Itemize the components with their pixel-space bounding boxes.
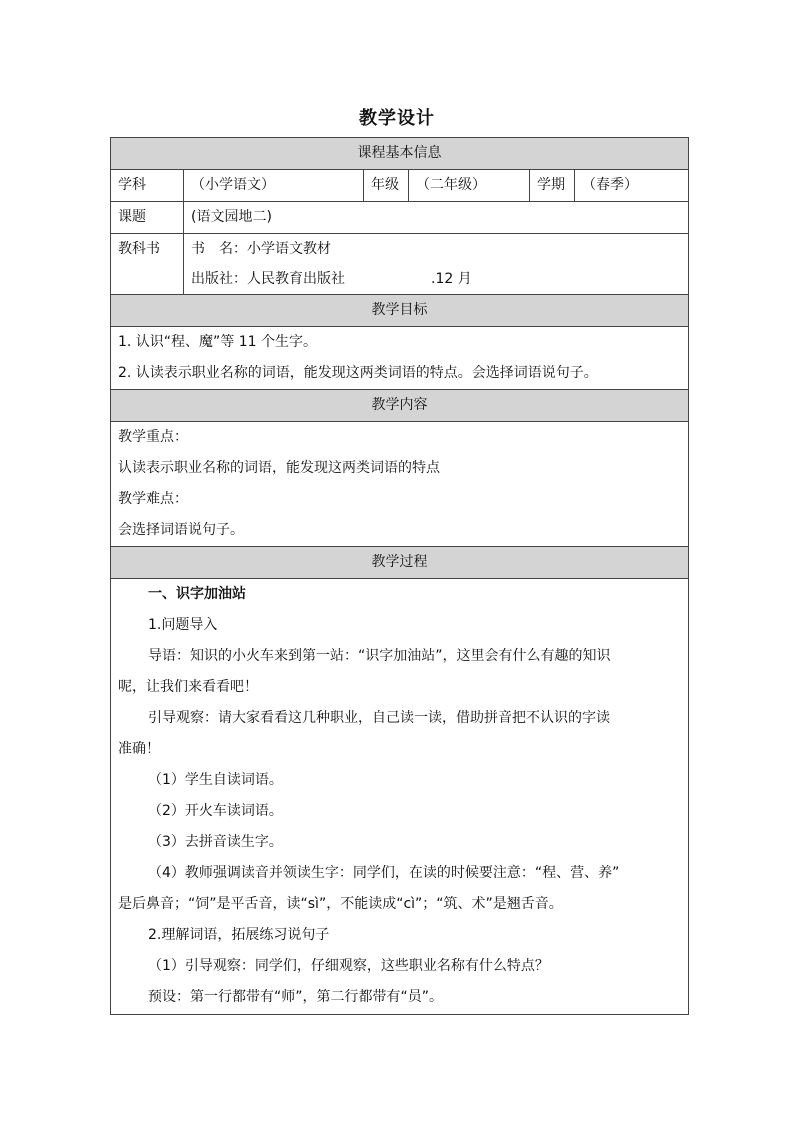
objectives-header-row	[111, 295, 689, 327]
process-body	[111, 579, 689, 1015]
section-heading: 一、识字加油站	[148, 586, 246, 603]
key-point-text: 认读表示职业名称的词语，能发现这两类词语的特点	[118, 460, 440, 477]
step-heading: 2.理解词语，拓展练习说句子	[148, 927, 330, 944]
term-value: （春季）	[575, 170, 689, 202]
process-header: 教学过程	[111, 547, 689, 579]
key-point-label: 教学重点：	[118, 429, 188, 446]
step-heading: 1.问题导入	[148, 617, 218, 634]
term-label: 学期	[530, 170, 575, 202]
sub-step: （1）引导观察：同学们，仔细观察，这些职业名称有什么特点？	[148, 958, 549, 975]
paragraph-line: 预设：第一行都带有“师”，第二行都带有“员”。	[148, 989, 444, 1006]
topic-row	[111, 202, 689, 234]
content-header: 教学内容	[111, 390, 689, 422]
subject-value: （小学语文）	[184, 170, 364, 202]
topic-value: (语文园地二)	[184, 202, 689, 234]
grade-value: （二年级）	[409, 170, 530, 202]
content-row	[111, 422, 689, 547]
topic-label: 课题	[111, 202, 184, 234]
objectives-list	[111, 327, 689, 390]
difficulty-text: 会选择词语说句子。	[118, 522, 244, 539]
difficulty-label: 教学难点：	[118, 491, 188, 508]
basic-info-header: 课程基本信息	[111, 138, 689, 170]
sub-step: （4）教师强调读音并领读生字：同学们，在读的时候要注意：“程、营、养”	[148, 865, 620, 882]
sub-step: （2）开火车读词语。	[148, 803, 283, 820]
objective-item: 1. 认识“程、魔”等 11 个生字。	[118, 334, 318, 351]
objectives-header: 教学目标	[111, 295, 689, 327]
subject-label: 学科	[111, 170, 184, 202]
paragraph-line: 呢，让我们来看看吧！	[118, 679, 258, 696]
sub-step: （1）学生自读词语。	[148, 772, 283, 789]
textbook-label: 教科书	[111, 234, 184, 295]
paragraph-line: 准确！	[118, 741, 160, 758]
process-header-row	[111, 547, 689, 579]
content-header-row	[111, 390, 689, 422]
publish-date: .12 月	[431, 270, 472, 287]
process-row	[111, 579, 689, 1015]
basic-info-header-row	[111, 138, 689, 170]
paragraph-line: 引导观察：请大家看看这几种职业，自己读一读，借助拼音把不认识的字读	[148, 710, 610, 727]
grade-label: 年级	[364, 170, 409, 202]
subject-row	[111, 170, 689, 202]
content-body	[111, 422, 689, 547]
paragraph-line: 导语：知识的小火车来到第一站：“识字加油站”，这里会有什么有趣的知识	[148, 648, 611, 665]
sub-step: （3）去拼音读生字。	[148, 834, 283, 851]
book-name-line: 书 名：小学语文教材	[191, 240, 331, 257]
paragraph-line: 是后鼻音；“饲”是平舌音，读“sì”，不能读成“cì”；“筑、术”是翘舌音。	[118, 896, 563, 913]
publisher-text: 出版社：人民教育出版社	[191, 270, 345, 287]
objectives-row	[111, 327, 689, 390]
textbook-info	[184, 234, 689, 295]
objective-item: 2. 认读表示职业名称的词语，能发现这两类词语的特点。会选择词语说句子。	[118, 365, 598, 382]
page-title: 教学设计	[359, 108, 435, 129]
textbook-row	[111, 234, 689, 295]
publisher-line	[191, 264, 681, 294]
lesson-plan-table	[110, 137, 689, 1015]
